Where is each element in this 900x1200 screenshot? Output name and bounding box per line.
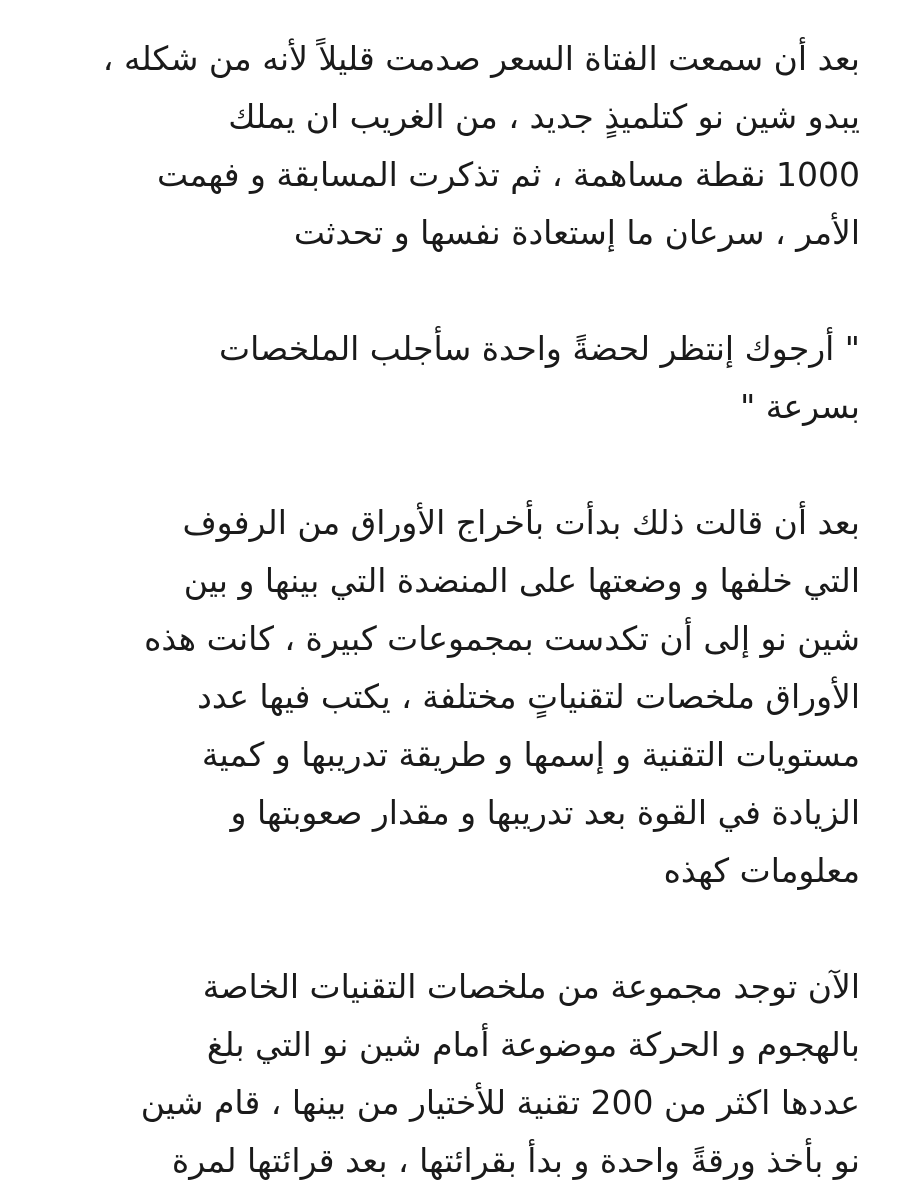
paragraph-1	[40, 30, 860, 262]
text-line: الأوراق ملخصات لتقنياتٍ مختلفة ، يكتب فيها عدد	[197, 677, 860, 716]
text-line: شين نو إلى أن تكدست بمجموعات كبيرة ، كانت هذه	[144, 619, 860, 658]
text-line: نو بأخذ ورقةً واحدة و بدأ بقرائتها ، بعد قرائتها لمرة	[171, 1141, 860, 1180]
text-line: التي خلفها و وضعتها على المنضدة التي بينها و بين	[183, 561, 860, 600]
text-line: 1000 نقطة مساهمة ، ثم تذكرت المسابقة و فهمت	[157, 155, 860, 194]
text-line: عددها اكثر من 200 تقنية للأختيار من بينها ، قام شين	[140, 1083, 860, 1122]
text-line: الأمر ، سرعان ما إستعادة نفسها و تحدثت	[293, 213, 860, 252]
paragraph-2	[40, 320, 860, 436]
text-line: " أرجوك إنتظر لحضةً واحدة سأجلب الملخصات	[219, 329, 860, 368]
text-line: بسرعة "	[740, 387, 860, 426]
paragraph-4	[40, 958, 860, 1190]
text-line: بعد أن قالت ذلك بدأت بأخراج الأوراق من الرفوف	[182, 503, 860, 542]
text-line: الآن توجد مجموعة من ملخصات التقنيات الخاصة	[202, 967, 860, 1006]
text-line: الزيادة في القوة بعد تدريبها و مقدار صعوبتها و	[230, 793, 860, 832]
text-line: بعد أن سمعت الفتاة السعر صدمت قليلاً لأنه من شكله ،	[102, 39, 860, 78]
paragraph-3	[40, 494, 860, 900]
text-line: معلومات كهذه	[663, 851, 860, 890]
text-line: بالهجوم و الحركة موضوعة أمام شين نو التي بلغ	[206, 1025, 860, 1064]
text-line: يبدو شين نو كتلميذٍ جديد ، من الغريب ان يملك	[228, 97, 860, 136]
text-line: مستويات التقنية و إسمها و طريقة تدريبها و كمية	[201, 735, 860, 774]
